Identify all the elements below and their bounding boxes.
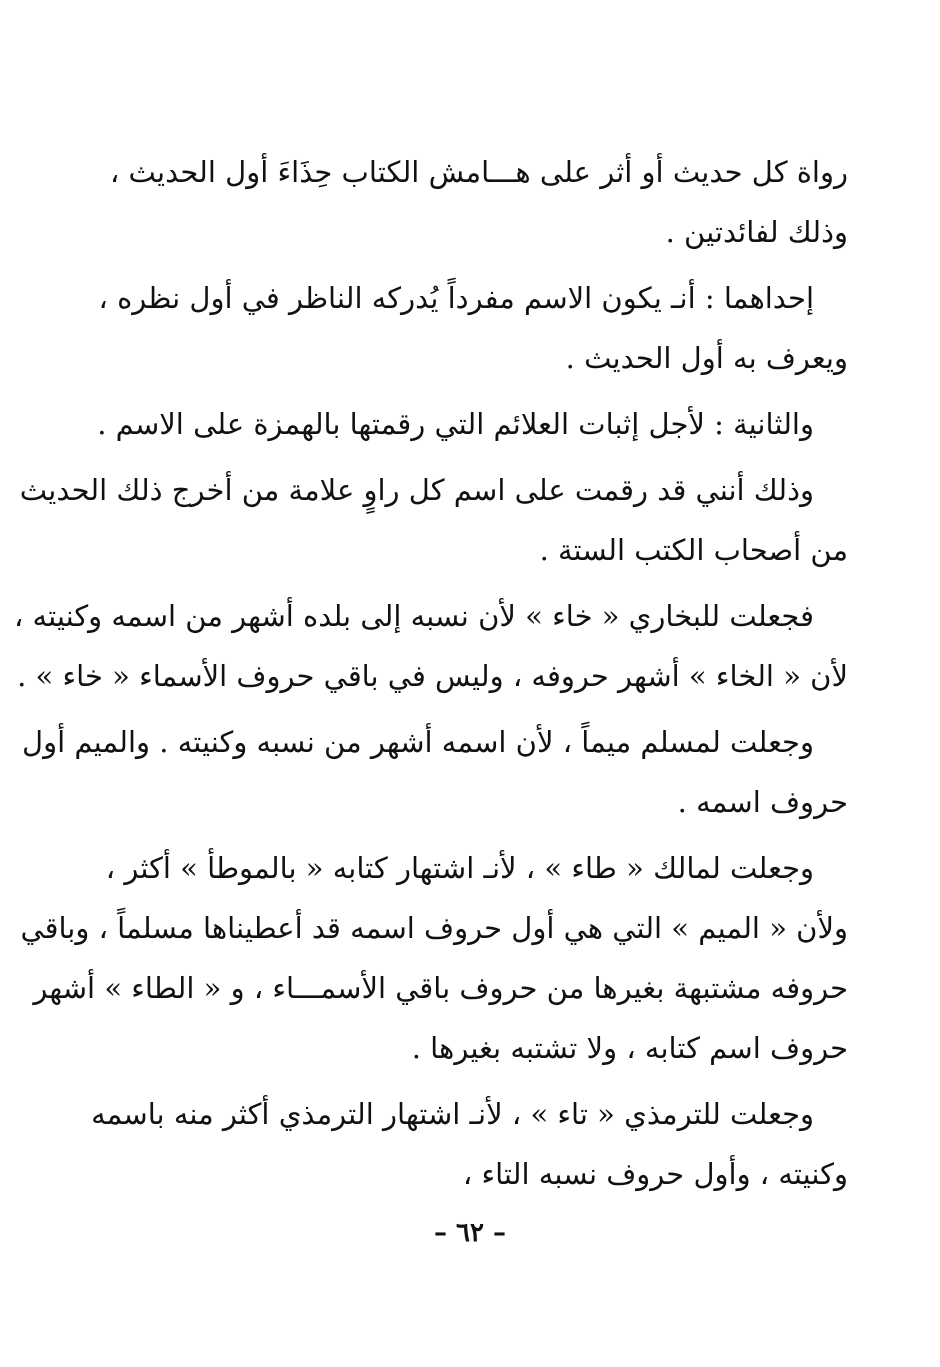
paragraph-symbols-explanation xyxy=(19,460,848,580)
paragraph-bukhari xyxy=(13,586,848,706)
text-line: وجعلت للترمذي « تاء » ، لأنـ اشتهار الترمذي أكثر منه باسمه xyxy=(91,1097,814,1131)
text-line: رواة كل حديث أو أثر على هـــامش الكتاب حِذَاءَ أول الحديث ، xyxy=(109,155,848,189)
page-number: – ٦٢ – xyxy=(433,1218,507,1248)
text-line: وذلك أنني قد رقمت على اسم كل راوٍ علامة من أخرج ذلك الحديث xyxy=(19,473,814,507)
text-line: إحداهما : أنـ يكون الاسم مفرداً يُدركه الناظر في أول نظره ، xyxy=(98,281,814,315)
text-line: ولأن « الميم » التي هي أول حروف اسمه قد أعطيناها مسلماً ، وباقي xyxy=(20,911,848,945)
paragraph-narrators-intro xyxy=(109,142,848,262)
text-line: حروف اسمه . xyxy=(677,785,848,819)
text-line: وجعلت لمسلم ميماً ، لأن اسمه أشهر من نسبه وكنيته . والميم أول xyxy=(22,725,814,759)
text-line: حروف اسم كتابه ، ولا تشتبه بغيرها . xyxy=(411,1031,848,1065)
paragraph-tirmidhi xyxy=(91,1084,848,1204)
text-line: فجعلت للبخاري « خاء » لأن نسبه إلى بلده أشهر من اسمه وكنيته ، xyxy=(13,599,814,633)
text-line: ويعرف به أول الحديث . xyxy=(565,341,848,375)
text-line: من أصحاب الكتب الستة . xyxy=(539,533,848,567)
page-body-text xyxy=(13,142,848,1210)
paragraph-second-benefit xyxy=(97,394,848,454)
text-line: لأن « الخاء » أشهر حروفه ، وليس في باقي حروف الأسماء « خاء » . xyxy=(17,659,848,693)
text-line: حروفه مشتبهة بغيرها من حروف باقي الأسمـــاء ، و « الطاء » أشهر xyxy=(33,971,848,1005)
paragraph-malik xyxy=(20,838,848,1078)
text-line: والثانية : لأجل إثبات العلائم التي رقمتها بالهمزة على الاسم . xyxy=(97,407,814,441)
text-line: وكنيته ، وأول حروف نسبه التاء ، xyxy=(462,1157,848,1191)
paragraph-first-benefit xyxy=(98,268,848,388)
paragraph-muslim xyxy=(22,712,848,832)
text-line: وجعلت لمالك « طاء » ، لأنـ اشتهار كتابه « بالموطأ » أكثر ، xyxy=(105,851,814,885)
text-line: وذلك لفائدتين . xyxy=(665,215,848,249)
